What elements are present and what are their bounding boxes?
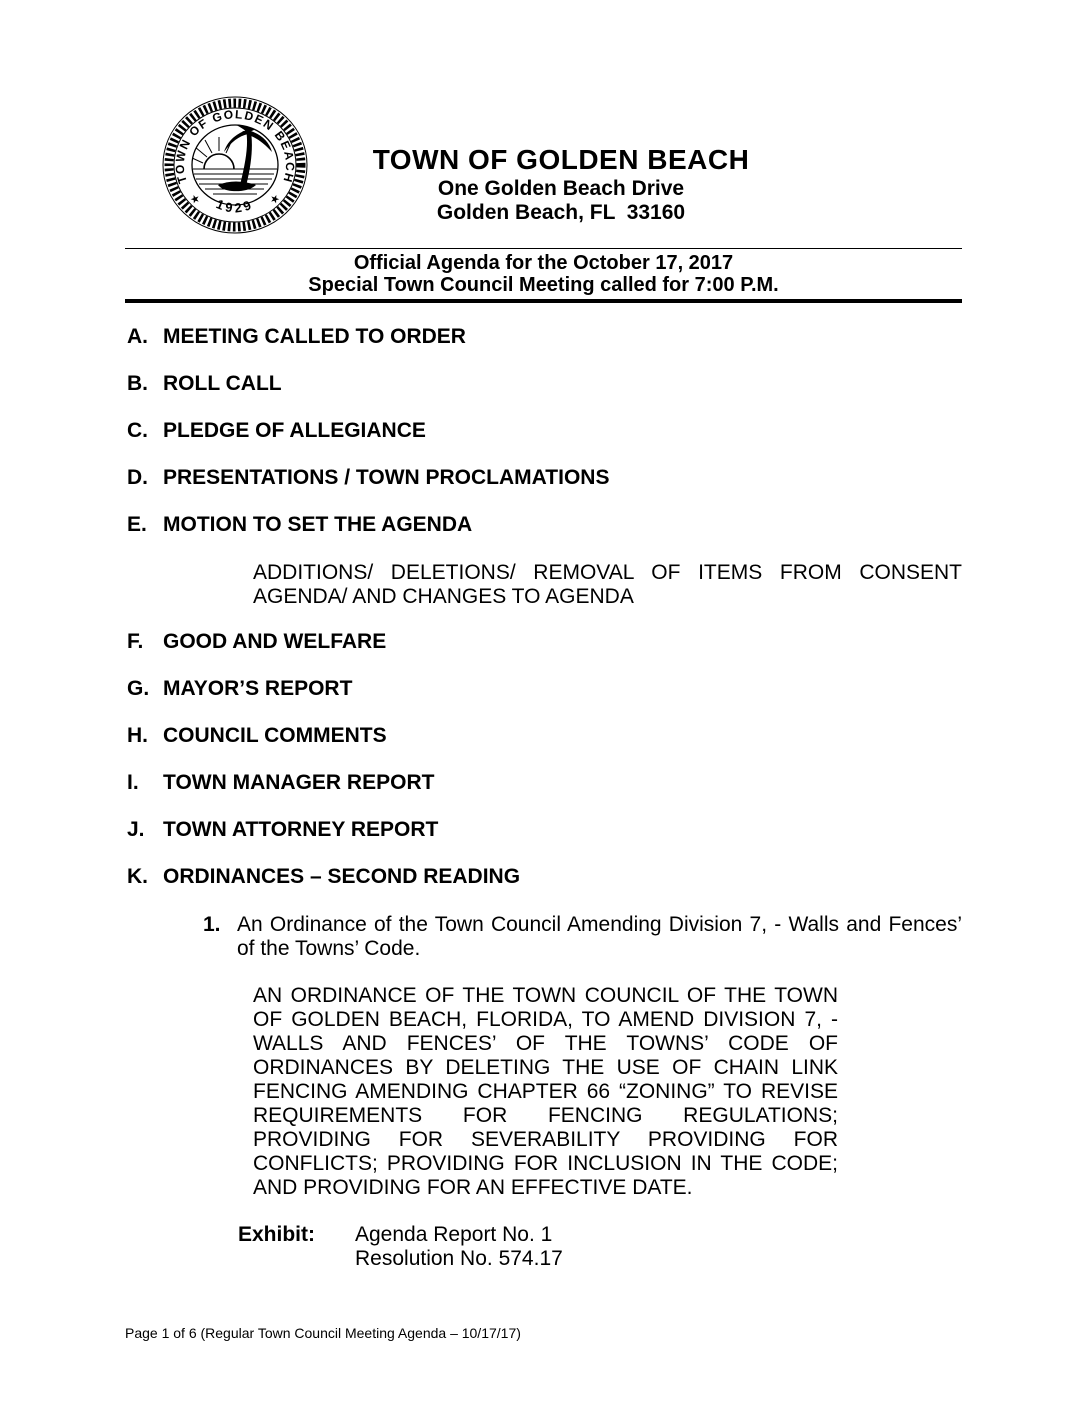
numbered-item-text: An Ordinance of the Town Council Amending Division 7, - Walls and Fences’ of the Towns’ Code. bbox=[237, 913, 962, 960]
agenda-item-label: PLEDGE OF ALLEGIANCE bbox=[163, 419, 426, 442]
agenda-item bbox=[125, 467, 962, 488]
agenda-item-letter: C. bbox=[127, 419, 148, 442]
agenda-item-label: ROLL CALL bbox=[163, 372, 282, 395]
agenda-item-label: MOTION TO SET THE AGENDA bbox=[163, 513, 473, 536]
agenda-item-label: GOOD AND WELFARE bbox=[163, 630, 387, 653]
agenda-item bbox=[125, 420, 962, 441]
agenda-item bbox=[125, 866, 962, 887]
agenda-item bbox=[125, 725, 962, 746]
agenda-item-label: TOWN MANAGER REPORT bbox=[163, 771, 435, 794]
exhibit-block bbox=[125, 1223, 962, 1271]
agenda-item-label: MAYOR’S REPORT bbox=[163, 677, 353, 700]
document-header bbox=[125, 95, 962, 248]
agenda-item-letter: F. bbox=[127, 630, 144, 653]
agenda-item-letter: H. bbox=[127, 724, 148, 747]
agenda-item-letter: B. bbox=[127, 372, 148, 395]
agenda-item-label: MEETING CALLED TO ORDER bbox=[163, 325, 466, 348]
agenda-item-letter: A. bbox=[127, 325, 148, 348]
agenda-item bbox=[125, 819, 962, 840]
agenda-item-label: PRESENTATIONS / TOWN PROCLAMATIONS bbox=[163, 466, 610, 489]
seal-year: 1929 bbox=[214, 196, 256, 216]
agenda-item-letter: G. bbox=[127, 677, 150, 700]
agenda-item-label: COUNCIL COMMENTS bbox=[163, 724, 387, 747]
agenda-item bbox=[125, 631, 962, 652]
agenda-item-letter: E. bbox=[127, 513, 147, 536]
sun-icon bbox=[190, 137, 234, 169]
org-title-block bbox=[236, 143, 886, 225]
star-icon-right: ★ bbox=[267, 192, 282, 207]
org-name: TOWN OF GOLDEN BEACH bbox=[372, 144, 750, 175]
agenda-item-letter: D. bbox=[127, 466, 148, 489]
banner-line2: Special Town Council Meeting called for 7:00 P.M. bbox=[308, 274, 779, 296]
page-footer: Page 1 of 6 (Regular Town Council Meeting Agenda – 10/17/17) bbox=[125, 1325, 521, 1341]
agenda-numbered-item bbox=[125, 913, 962, 961]
star-icon-left: ★ bbox=[188, 192, 202, 207]
org-address-line1: One Golden Beach Drive bbox=[437, 177, 685, 200]
exhibit-label: Exhibit: bbox=[238, 1223, 315, 1246]
exhibit-line: Agenda Report No. 1 bbox=[355, 1223, 553, 1246]
agenda-item-letter: K. bbox=[127, 865, 148, 888]
exhibit-line: Resolution No. 574.17 bbox=[355, 1247, 563, 1270]
agenda-item bbox=[125, 514, 962, 535]
seal-ring-text: TOWN OF GOLDEN BEACH bbox=[172, 107, 298, 186]
agenda-subnote: ADDITIONS/ DELETIONS/ REMOVAL OF ITEMS FROM CONSENT AGENDA/ AND CHANGES TO AGENDA bbox=[253, 561, 962, 608]
org-address-line2: Golden Beach, FL 33160 bbox=[436, 201, 686, 224]
agenda-item-letter: J. bbox=[127, 818, 145, 841]
ordinance-caption: AN ORDINANCE OF THE TOWN COUNCIL OF THE TOWN OF GOLDEN BEACH, FLORIDA, TO AMEND DIVISION 7, - WALLS AND FENCES’ OF THE TOWNS’ CODE OF ORDINANCES BY DELETING THE USE OF CHAIN LINK FENCING AMENDING CHAPTER 66 “ZONING” TO REVISE REQUIREMENTS FOR FENCING REGULATIONS; PROVIDING FOR SEVERABILITY PROVIDING FOR CONFLICTS; PROVIDING FOR INCLUSION IN THE CODE; AND PROVIDING FOR AN EFFECTIVE DATE. bbox=[253, 984, 838, 1199]
agenda-list bbox=[125, 303, 962, 1271]
banner-line1: Official Agenda for the October 17, 2017 bbox=[353, 252, 734, 274]
agenda-item-label: TOWN ATTORNEY REPORT bbox=[163, 818, 439, 841]
agenda-item-letter: I. bbox=[127, 771, 139, 794]
agenda-item-label: ORDINANCES – SECOND READING bbox=[163, 865, 521, 888]
agenda-item bbox=[125, 678, 962, 699]
agenda-banner bbox=[125, 248, 962, 303]
agenda-item bbox=[125, 772, 962, 793]
agenda-item bbox=[125, 326, 962, 347]
agenda-item bbox=[125, 373, 962, 394]
numbered-item-number: 1. bbox=[203, 913, 221, 936]
exhibit-lines bbox=[355, 1223, 563, 1271]
